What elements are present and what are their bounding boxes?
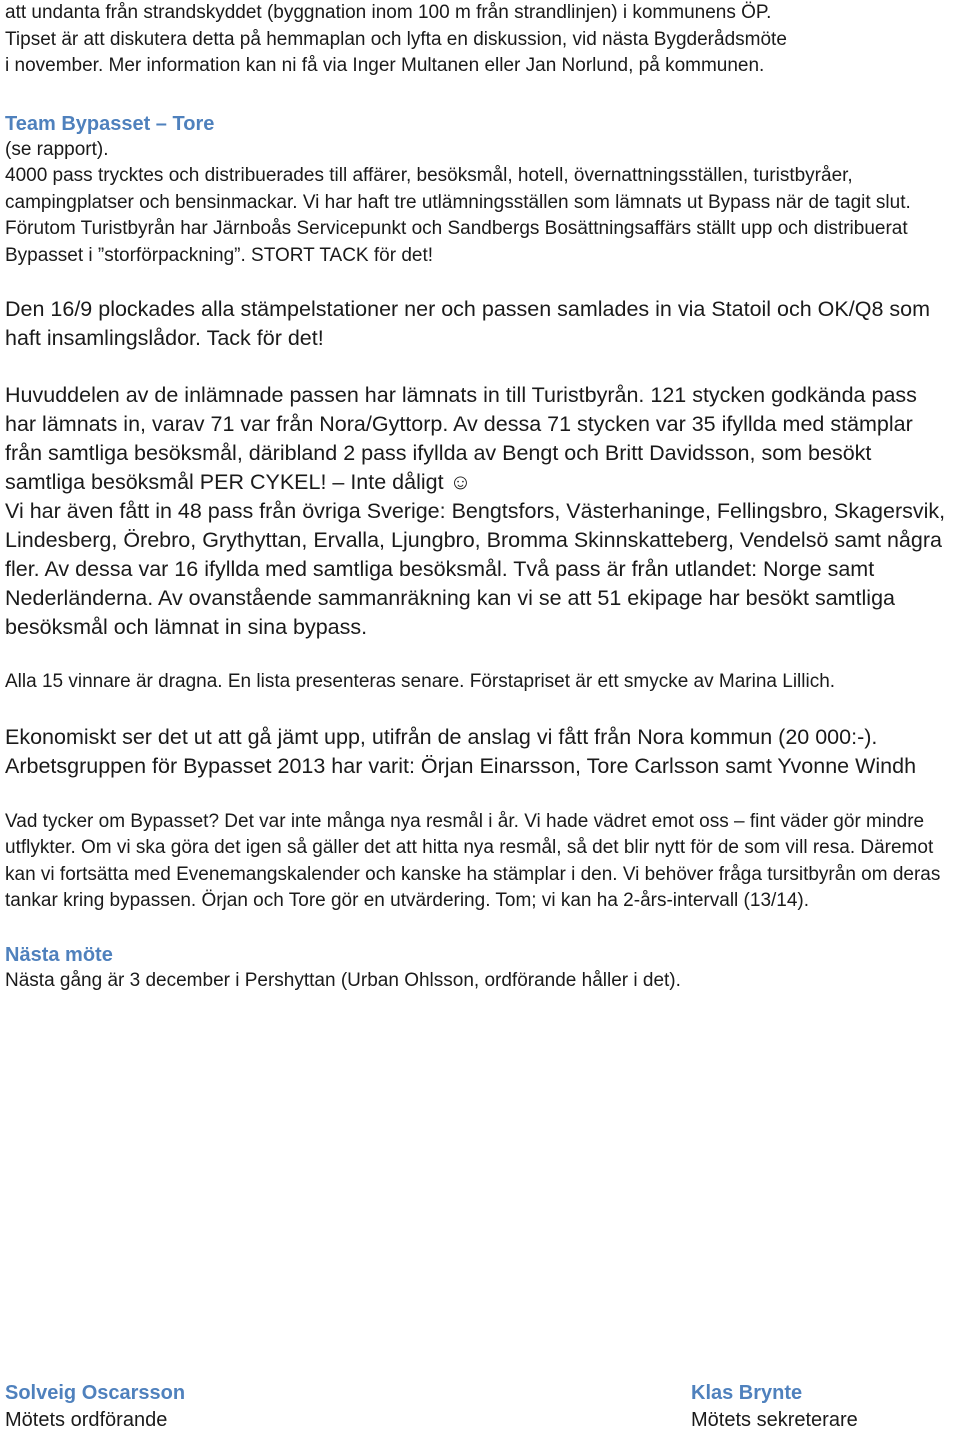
chair-name: Solveig Oscarsson [5, 1382, 186, 1404]
results-paragraph-2: Vi har även fått in 48 pass från övriga Sverige: Bengtsfors, Västerhaninge, Fellingsbro, Skagersvik, Lindesberg, Örebro, Grythyttan, Ervalla, Ljungbro, Bromma Skinnskatteberg, Vendelsö samt några fler. Av dessa var 16 ifyllda med samtliga besöksmål. Två pass är från utlandet: Norge samt Nederländerna. Av ovanstående sammanräkning kan vi se att 51 ekipage har besökt samtliga besöksmål och lämnat in sina bypass. [5, 499, 946, 639]
document-page [5, 0, 953, 994]
results-paragraph-1: Huvuddelen av de inlämnade passen har lämnats in till Turistbyrån. 121 stycken godkända pass har lämnats in, varav 71 var från Nora/Gyttorp. Av dessa 71 stycken var 35 ifyllda med stämplar från samtliga besöksmål, däribland 2 pass ifyllda av Bengt och Britt Davidsson, som besökt samtliga besöksmål PER CYKEL! – Inte dåligt ☺ [5, 383, 917, 494]
opinion-paragraph: Vad tycker om Bypasset? Det var inte många nya resmål i år. Vi hade vädret emot oss – fint väder gör mindre utflykter. Om vi ska göra det igen så gäller det att hitta nya resmål, så det blir nytt för de som vill resa. Däremot kan vi fortsätta med Evenemangskalender och kanske ha stämplar i den. Vi behöver fråga tursitbyrån om deras tankar kring bypassen. Örjan och Tore gör en utvärdering. Tom; vi kan ha 2-års-intervall (13/14). [5, 810, 941, 911]
secretary-name: Klas Brynte [691, 1382, 803, 1404]
team-bypasset-paragraph: 4000 pass trycktes och distribuerades till affärer, besöksmål, hotell, övernattningsställen, turistbyråer, campingplatser och bensinmackar. Vi har haft tre utlämningsställen som lämnats ut Bypass när de tagit slut. Förutom Turistbyrån har Järnboås Servicepunkt och Sandbergs Bosättningsaffärs ställt upp och distribuerat Bypasset i ”storförpackning”. STORT TACK för det! [5, 165, 911, 266]
economy-paragraph: Ekonomiskt ser det ut att gå jämt upp, utifrån de anslag vi fått från Nora kommun (20 000:-). Arbetsgruppen för Bypasset 2013 har varit: Örjan Einarsson, Tore Carlsson samt Yvonne Windh [5, 724, 917, 778]
team-bypasset-ref: (se rapport). [5, 138, 109, 160]
intro-line-2: Tipset är att diskutera detta på hemmaplan och lyfta en diskussion, vid nästa Bygderådsmöte [5, 28, 787, 50]
intro-paragraph [5, 0, 953, 80]
winners-paragraph: Alla 15 vinnare är dragna. En lista presenteras senare. Förstapriset är ett smycke av Marina Lillich. [5, 671, 836, 692]
intro-line-3: i november. Mer information kan ni få via Inger Multanen eller Jan Norlund, på kommunen. [5, 55, 765, 76]
team-bypasset-heading: Team Bypasset – Tore [5, 112, 215, 135]
chair-role: Mötets ordförande [5, 1409, 168, 1431]
stations-paragraph: Den 16/9 plockades alla stämpelstationer ner och passen samlades in via Statoil och OK/Q8 som haft insamlingslådor. Tack för det! [5, 297, 930, 350]
secretary-role: Mötets sekreterare [691, 1409, 858, 1431]
secretary-signature [691, 1380, 858, 1434]
chair-signature [5, 1380, 185, 1434]
next-meeting-heading: Nästa möte [5, 943, 113, 966]
intro-line-1: att undanta från strandskyddet (byggnation inom 100 m från strandlinjen) i kommunens ÖP. [5, 2, 772, 23]
next-meeting-text: Nästa gång är 3 december i Pershyttan (Urban Ohlsson, ordförande håller i det). [5, 969, 681, 991]
